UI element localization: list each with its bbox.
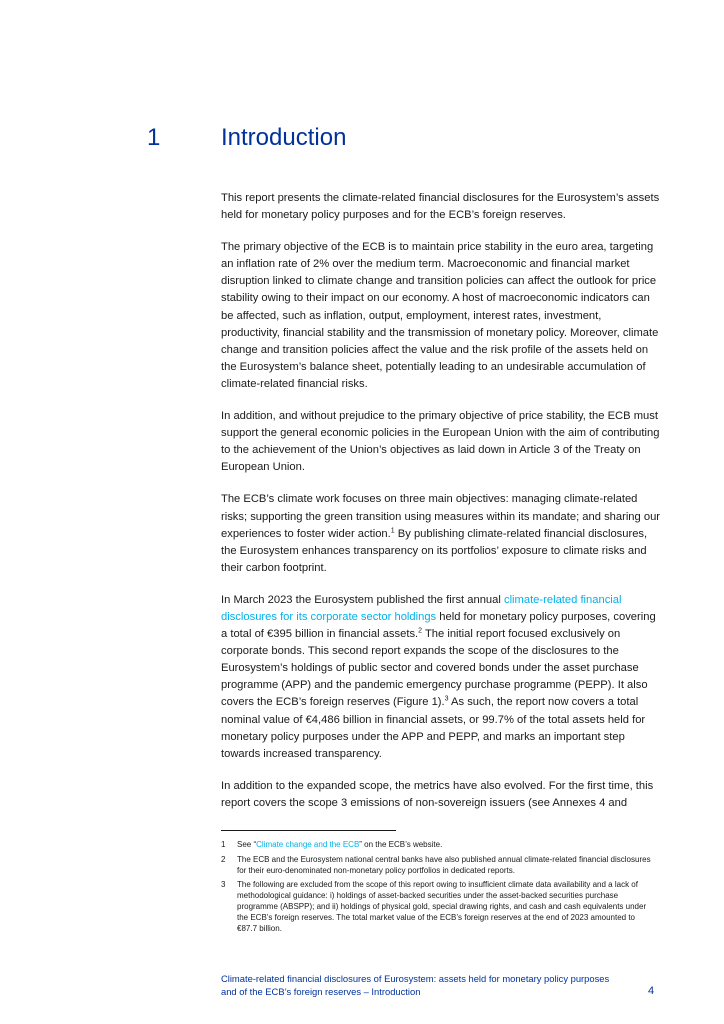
footnote-number: 3 bbox=[221, 880, 226, 890]
footnote-ref-3[interactable]: 3 bbox=[444, 695, 449, 703]
chapter-number: 1 bbox=[147, 124, 161, 151]
footnote-text-post: ” on the ECB’s website. bbox=[359, 840, 443, 849]
footer-line-1: Climate-related financial disclosures of Eurosystem: assets held for monetary policy purposes bbox=[221, 973, 610, 984]
footnote-3 bbox=[221, 880, 657, 934]
paragraph-5-text-c: The initial report focused exclusively on corporate bonds. This second report expands the scope of the disclosures to the Eurosystem’s holdings of public sector and covered bonds under the asset purchase programme (APP) and the pandemic emergency purchase programme (PEPP). It also covers the ECB’s foreign reserves (Figure 1). bbox=[221, 628, 648, 709]
footnote-text: The following are excluded from the scope of this report owing to insufficient climate data availability and a lack of methodological guidance: i) holdings of asset-backed securities under the asset-backed securities purchase programme (ABSPP); and ii) holdings of physical gold, special drawing rights, and cash and cash equivalents under the ECB’s foreign reserves. The total market value of the ECB’s foreign reserves at the end of 2023 amounted to €87.7 billion. bbox=[237, 880, 647, 933]
footer-line-2: and of the ECB’s foreign reserves – Introduction bbox=[221, 985, 421, 997]
paragraph-6: In addition to the expanded scope, the metrics have also evolved. For the first time, this report covers the scope 3 emissions of non-sovereign issuers (see Annexes 4 and bbox=[221, 779, 654, 809]
paragraph-5-text-a: In March 2023 the Eurosystem published the first annual bbox=[221, 593, 504, 606]
paragraph-5-text-b: held for monetary policy purposes, covering a total of €395 billion in financial assets. bbox=[221, 610, 656, 641]
paragraph-4-text-a: The ECB’s climate work focuses on three main objectives: managing climate-related risks; supporting the green transition using measures within its mandate; and sharing our experiences to foster wider action. bbox=[221, 493, 661, 540]
footnote-2 bbox=[221, 855, 657, 877]
footnotes bbox=[221, 840, 657, 938]
footnote-ref-1[interactable]: 1 bbox=[390, 526, 395, 534]
page-footer bbox=[221, 973, 651, 998]
footnote-text-pre: See “ bbox=[237, 840, 257, 849]
paragraph-3: In addition, and without prejudice to the primary objective of price stability, the ECB must support the general economic policies in the European Union with the aim of contributing to the achievement of the Union’s objectives as laid down in Article 3 of the Treaty on European Union. bbox=[221, 410, 660, 474]
footnote-number: 1 bbox=[221, 840, 226, 849]
footnote-ref-2[interactable]: 2 bbox=[418, 627, 423, 635]
paragraph-5 bbox=[221, 592, 661, 763]
paragraph-5-text-d: As such, the report now covers a total nominal value of €4,486 billion in financial assets, or 99.7% of the total assets held for monetary policy purposes under the APP and PEPP, and marks an important step towards increased transparency. bbox=[221, 696, 646, 760]
chapter-title: Introduction bbox=[221, 124, 347, 151]
paragraph-1: This report presents the climate-related financial disclosures for the Eurosystem’s assets held for monetary policy purposes and for the ECB’s foreign reserves. bbox=[221, 192, 660, 222]
footnote-number: 2 bbox=[221, 854, 226, 864]
paragraph-2: The primary objective of the ECB is to maintain price stability in the euro area, targeting an inflation rate of 2% over the medium term. Macroeconomic and financial market disruption linked to climate change and transition policies can affect the outlook for price stability owing to their impact on our economy. A host of macroeconomic indicators can be affected, such as inflation, output, employment, interest rates, investment, productivity, financial stability and the transmission of monetary policy. Moreover, climate change and transition policies affect the value and the risk profile of the assets held on the Eurosystem’s balance sheet, potentially leading to an undesirable accumulation of climate-related financial risks. bbox=[221, 241, 659, 390]
corporate-disclosures-link[interactable]: climate-related financial disclosures for its corporate sector holdings bbox=[221, 593, 622, 623]
page-number: 4 bbox=[648, 985, 655, 997]
paragraph-4-text-b: By publishing climate-related financial disclosures, the Eurosystem enhances transparency on its portfolios’ exposure to climate risks and their carbon footprint. bbox=[221, 527, 648, 574]
footnote-1 bbox=[221, 840, 657, 851]
climate-change-ecb-link[interactable]: Climate change and the ECB bbox=[256, 840, 360, 849]
footnote-text bbox=[237, 840, 657, 851]
footnote-text: The ECB and the Eurosystem national central banks have also published annual climate-related financial disclosures for their euro-denominated non-monetary policy portfolios in dedicated reports. bbox=[237, 854, 651, 875]
paragraph-4 bbox=[221, 491, 661, 576]
body-text bbox=[221, 190, 661, 827]
footnote-divider bbox=[221, 830, 396, 831]
